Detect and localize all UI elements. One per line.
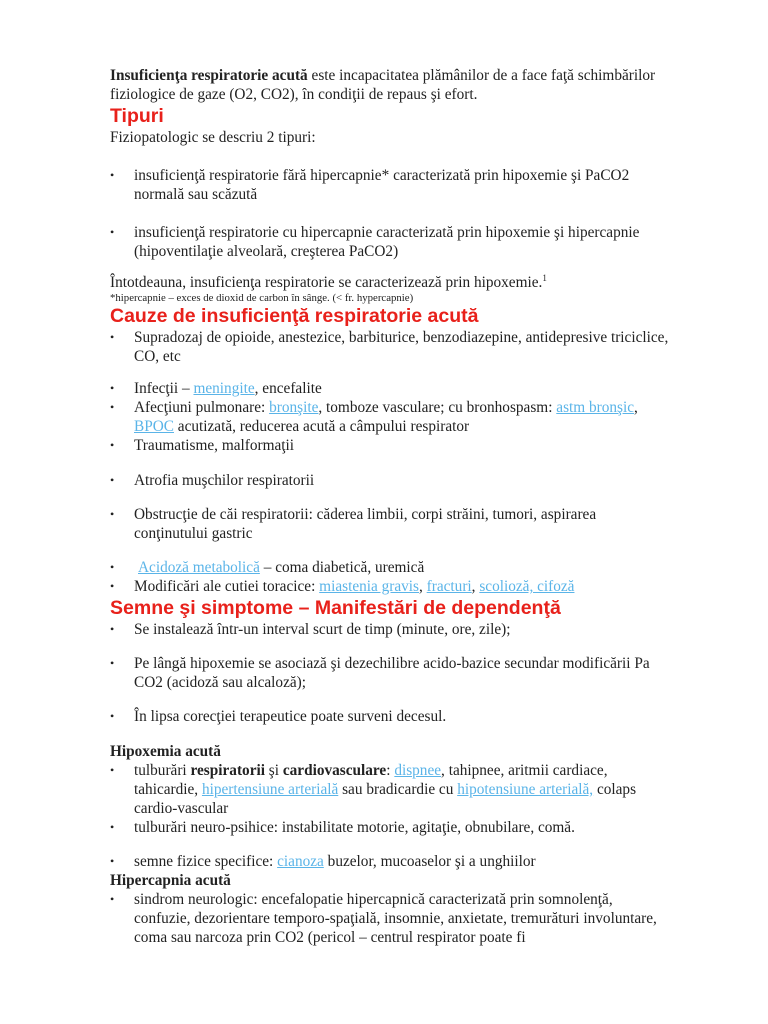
- list-item: • Pe lângă hipoxemie se asociază şi dezechilibre acido-bazice secundar modificării Pa CO2 (acidoză sau alcaloză);: [110, 654, 670, 692]
- text: :: [386, 762, 395, 779]
- list-item: [110, 379, 670, 398]
- list-item: [110, 398, 670, 436]
- always-text: Întotdeauna, insuficienţa respiratorie se caracterizează prin hipoxemie.: [110, 274, 543, 291]
- list-item: • Obstrucţie de căi respiratorii: căderea limbii, corpi străini, tumori, aspirarea conţinutului gastric: [110, 505, 670, 543]
- text: tulburări: [134, 762, 191, 779]
- link-fracturi[interactable]: fracturi: [426, 578, 472, 595]
- text: – coma diabetică, uremică: [259, 559, 425, 576]
- document-page: [110, 66, 670, 947]
- link-hipertensiune-arteriala[interactable]: hipertensiune arterială: [201, 781, 339, 798]
- tipuri-lead: Fiziopatologic se descriu 2 tipuri:: [110, 129, 316, 146]
- intro-term: Insuficienţa respiratorie acută: [110, 67, 308, 84]
- list-item: [110, 577, 670, 596]
- semne-list: [110, 620, 670, 726]
- separator: ,: [471, 578, 480, 595]
- heading-tipuri: Tipuri: [110, 105, 164, 127]
- link-dispnee[interactable]: dispnee: [394, 762, 442, 779]
- link-scolioza-cifoza[interactable]: scolioză, cifoză: [479, 578, 575, 595]
- text: colaps cardio-vascular: [134, 781, 637, 817]
- heading-cauze: Cauze de insuficienţă respiratorie acută: [110, 305, 479, 327]
- tipuri-always: [110, 273, 670, 292]
- list-item: • În lipsa corecţiei terapeutice poate surveni decesul.: [110, 707, 670, 726]
- intro-paragraph: [110, 66, 670, 104]
- separator: ,: [419, 578, 427, 595]
- text: Infecţii –: [134, 380, 194, 397]
- list-item: [110, 761, 670, 818]
- link-bronsite[interactable]: bronşite: [269, 399, 319, 416]
- bold-term: cardiovasculare: [282, 762, 387, 779]
- footnote-ref[interactable]: 1: [542, 272, 547, 283]
- link-astm-bronsic[interactable]: astm bronşic: [556, 399, 635, 416]
- tipuri-list: [110, 166, 670, 261]
- list-item: • sindrom neurologic: encefalopatie hipercapnică caracterizată prin somnolenţă, confuzie, dezorientare temporo-spaţială, insomnie, anxietate, tremurături involuntare, coma sau narcoza prin CO2 (pericol – centrul respirator poate fi: [110, 890, 670, 947]
- text: sau bradicardie cu: [338, 781, 458, 798]
- bold-term: respiratorii: [190, 762, 265, 779]
- link-hipotensiune-arteriala[interactable]: hipotensiune arterială,: [457, 781, 594, 798]
- text: semne fizice specifice:: [134, 853, 278, 870]
- list-item: • Atrofia muşchilor respiratorii: [110, 471, 670, 490]
- text: , encefalite: [254, 380, 322, 397]
- text: buzelor, mucoaselor şi a unghiilor: [323, 853, 536, 870]
- list-item: • insuficienţă respiratorie cu hipercapnie caracterizată prin hipoxemie şi hipercapnie (hipoventilaţie alveolară, creşterea PaCO2): [110, 223, 670, 261]
- list-item: • Traumatisme, malformaţii: [110, 436, 670, 455]
- text: Afecţiuni pulmonare:: [134, 399, 270, 416]
- hipercapnia-title: Hipercapnia acută: [110, 872, 231, 889]
- link-acidoza-metabolica[interactable]: Acidoză metabolică: [138, 559, 260, 576]
- text: acutizată, reducerea acută a câmpului respirator: [173, 418, 470, 435]
- hipoxemia-list: [110, 761, 670, 871]
- heading-semne: Semne şi simptome – Manifestări de dependenţă: [110, 597, 561, 619]
- text: şi: [264, 762, 283, 779]
- link-bpoc[interactable]: BPOC: [134, 418, 174, 435]
- text: Modificări ale cutiei toracice:: [134, 578, 320, 595]
- intro-text: este incapacitatea plămânilor de a face faţă schimbărilor fiziologice de gaze (O2, CO2), în condiţii de repaus şi efort.: [110, 67, 656, 103]
- list-item: • insuficienţă respiratorie fără hipercapnie* caracterizată prin hipoxemie şi PaCO2 normală sau scăzută: [110, 166, 670, 204]
- text: , tomboze vasculare; cu bronhospasm:: [318, 399, 557, 416]
- list-item: • Se instalează într-un interval scurt de timp (minute, ore, zile);: [110, 620, 670, 639]
- list-item: • Supradozaj de opioide, anestezice, barbiturice, benzodiazepine, antidepresive triciclice, CO, etc: [110, 328, 670, 366]
- link-miastenia-gravis[interactable]: miastenia gravis: [319, 578, 419, 595]
- list-item: [110, 558, 670, 577]
- hipercapnia-list: [110, 890, 670, 947]
- hipercapnie-note: *hipercapnie – exces de dioxid de carbon în sânge. (< fr. hypercapnie): [110, 292, 414, 304]
- hipoxemia-title: Hipoxemia acută: [110, 743, 221, 760]
- list-item: [110, 852, 670, 871]
- text: ,: [634, 399, 638, 416]
- link-cianoza[interactable]: cianoza: [277, 853, 324, 870]
- text: , tahipnee, aritmii cardiace, tahicardie,: [134, 762, 608, 798]
- link-meningite[interactable]: meningite: [193, 380, 255, 397]
- cauze-list: [110, 328, 670, 596]
- list-item: • tulburări neuro-psihice: instabilitate motorie, agitaţie, obnubilare, comă.: [110, 818, 670, 837]
